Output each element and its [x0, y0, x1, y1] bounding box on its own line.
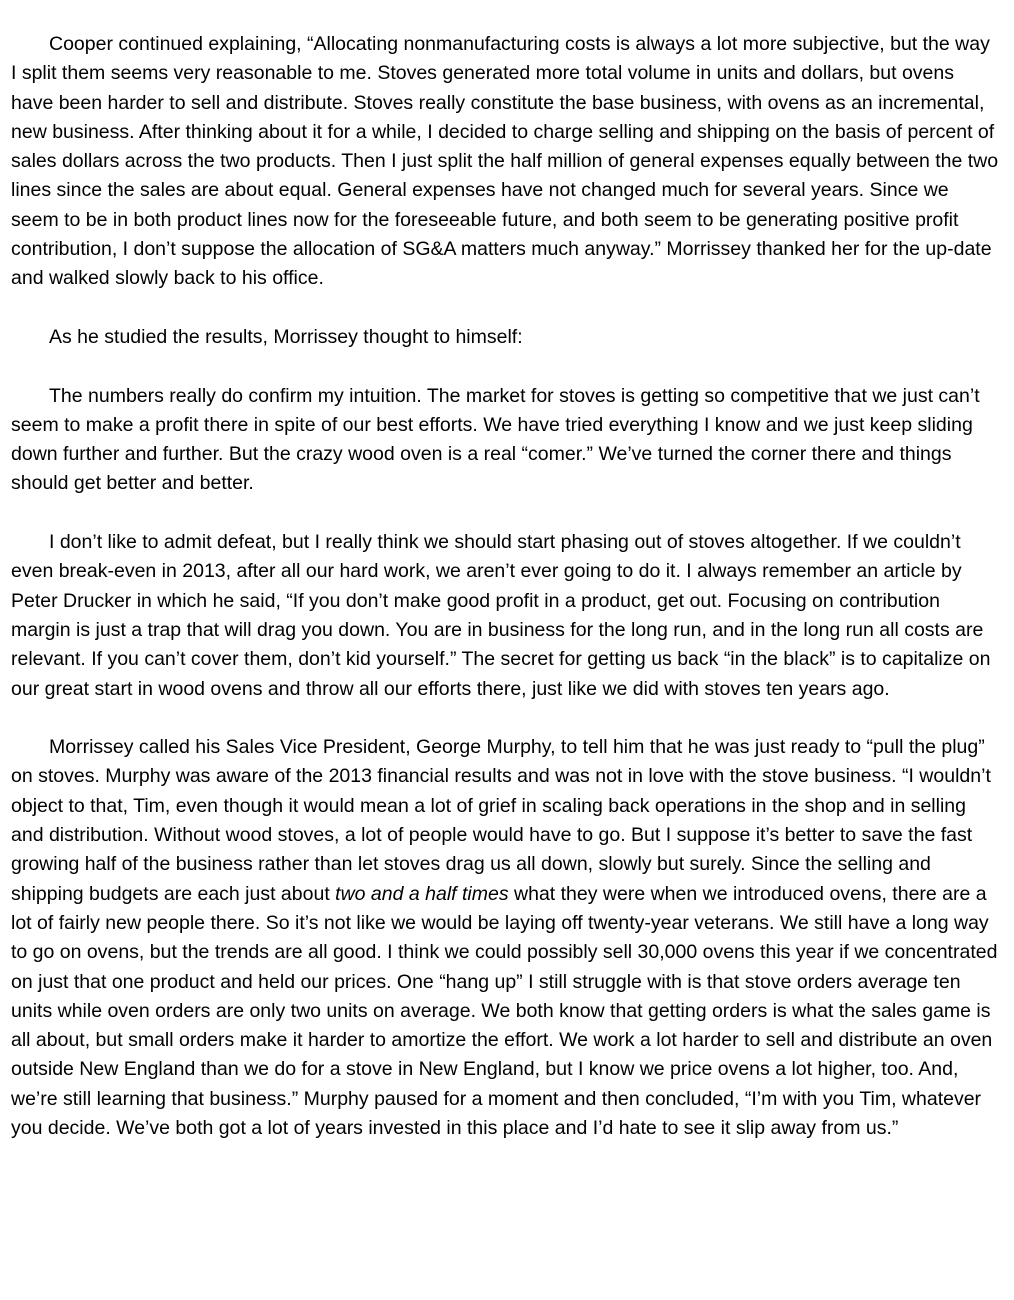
paragraph-text: I don’t like to admit defeat, but I really think we should start phasing out of stoves altogether. If we couldn’t even break-even in 2013, after all our hard work, we aren’t ever going to do it. I always remember an article by Peter Drucker in which he said, “If you don’t make good profit in a product, get out. Focusing on contribution margin is just a trap that will drag you down. You are in business for the long run, and in the long run all costs are relevant. If you can’t cover them, don’t kid yourself.” The secret for getting us back “in the black” is to capitalize on our great start in wood ovens and throw all our efforts there, just like we did with stoves ten years ago. — [11, 531, 991, 700]
paragraph-text: The numbers really do confirm my intuition. The market for stoves is getting so competitive that we just can’t seem to make a profit there in spite of our best efforts. We have tried everything I know and we just keep sliding down further and further. But the crazy wood oven is a real “comer.” We’ve turned the corner there and things should get better and better. — [11, 384, 980, 495]
paragraph-text: Cooper continued explaining, “Allocating nonmanufacturing costs is always a lot more subjective, but the way I split them seems very reasonable to me. Stoves generated more total volume in units and dollars, but ovens have been harder to sell and distribute. Stoves really constitute the base business, with ovens as an incremental, new business. After thinking about it for a while, I decided to charge selling and shipping on the basis of percent of sales dollars across the two products. Then I just split the half million of general expenses equally between the two lines since the sales are about equal. General expenses have not changed much for several years. Since we seem to be in both product lines now for the foreseeable future, and both seem to be generating positive profit contribution, I don’t suppose the allocation of SG&A matters much anyway.” Morrissey thanked her for the up-date and walked slowly back to his office. — [11, 33, 999, 290]
paragraph-text-italic: two and a half times — [335, 882, 509, 905]
paragraph-cooper-explanation — [11, 30, 1000, 294]
paragraph-text: As he studied the results, Morrissey thought to himself: — [49, 325, 523, 348]
paragraph-morrissey-studied — [11, 323, 1000, 352]
paragraph-murphy-call — [11, 733, 1000, 1143]
paragraph-text-after: what they were when we introduced ovens, there are a lot of fairly new people there. So it’s not like we would be laying off twenty-year veterans. We still have a long way to go on ovens, but the trends are all good. I think we could possibly sell 30,000 ovens this year if we concentrated on just that one product and held our prices. One “hang up” I still struggle with is that stove orders average ten units while oven orders are only two units on average. We both know that getting orders is what the sales game is all about, but small orders make it harder to amortize the effort. We work a lot harder to sell and distribute an oven outside New England than we do for a stove in New England, but I know we price ovens a lot higher, too. And, we’re still learning that business.” Murphy paused for a moment and then concluded, “I’m with you Tim, whatever you decide. We’ve both got a lot of years invested in this place and I’d hate to see it slip away from us.” — [11, 882, 998, 1139]
paragraph-intuition — [11, 382, 1000, 499]
paragraph-text-before: Morrissey called his Sales Vice President, George Murphy, to tell him that he was just ready to “pull the plug” on stoves. Murphy was aware of the 2013 financial results and was not in love with the stove business. “I wouldn’t object to that, Tim, even though it would mean a lot of grief in scaling back operations in the shop and in selling and distribution. Without wood stoves, a lot of people would have to go. But I suppose it’s better to save the fast growing half of the business rather than let stoves drag us all down, slowly but surely. Since the selling and shipping budgets are each just about — [11, 736, 991, 905]
paragraph-phasing-out — [11, 528, 1000, 704]
